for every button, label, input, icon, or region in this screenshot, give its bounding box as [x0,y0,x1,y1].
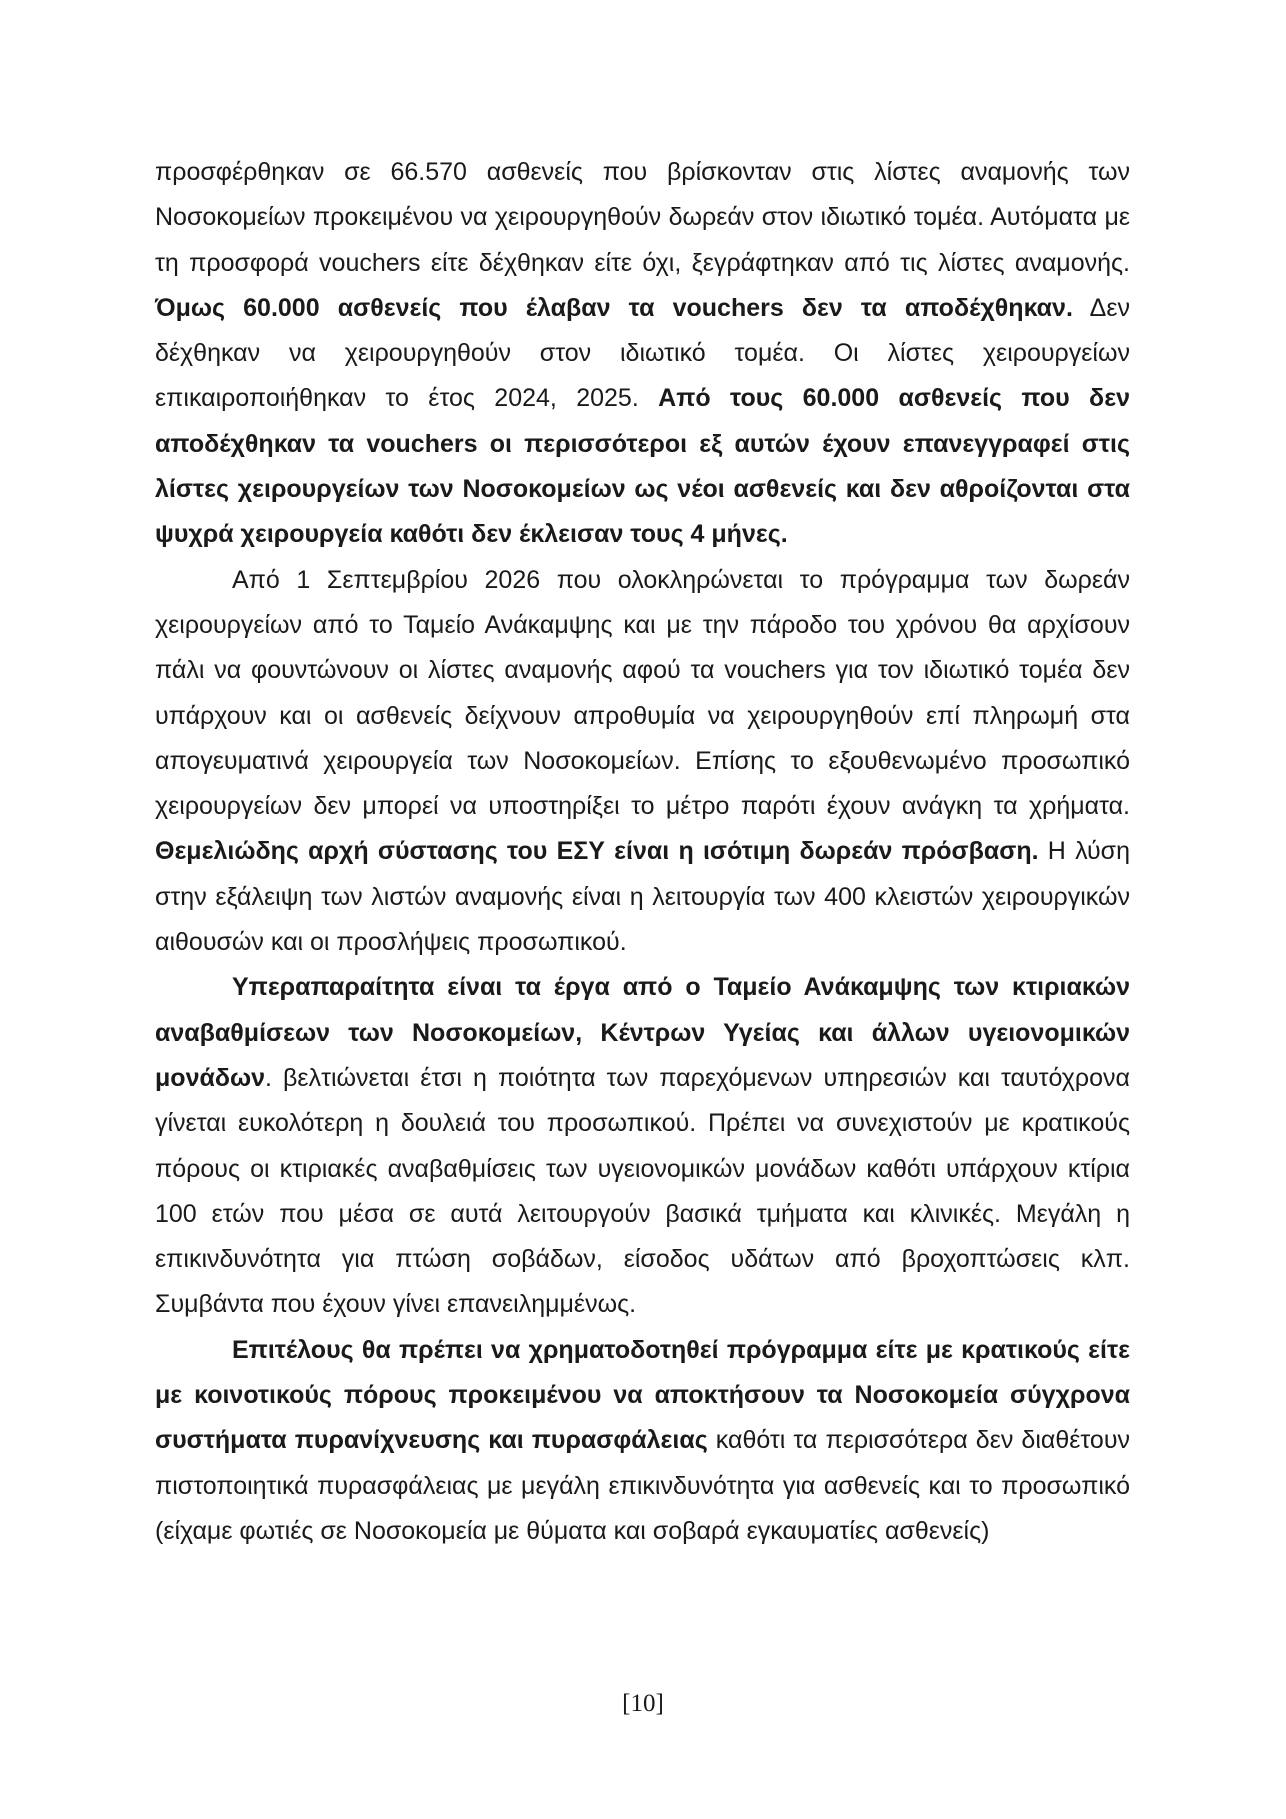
body-text [155,150,1130,1554]
text-run: . βελτιώνεται έτσι η ποιότητα των παρεχόμενων υπηρεσιών και ταυτόχρονα γίνεται ευκολότερη η δουλειά του προσωπικού. Πρέπει να συνεχιστούν με κρατικούς πόρους οι κτιριακές αναβαθμίσεις των υγειονομικών μονάδων καθότι υπάρχουν κτίρια 100 ετών που μέσα σε αυτά λειτουργούν βασικά τμήματα και κλινικές. Μεγάλη η επικινδυνότητα για πτώση σοβάδων, είσοδος υδάτων από βροχοπτώσεις κλπ. Συμβάντα που έχουν γίνει επανειλημμένως. [155,1063,1130,1319]
text-run: καθότι τα περισσότερα δεν διαθέτουν πιστοποιητικά πυρασφάλειας με μεγάλη επικινδυνότητα για ασθενείς και το προσωπικό (είχαμε φωτιές σε Νοσοκομεία με θύματα και σοβαρά εγκαυματίες ασθενείς) [155,1426,1130,1545]
text-run: προσφέρθηκαν σε 66.570 ασθενείς που βρίσκονταν στις λίστες αναμονής των Νοσοκομείων προκειμένου να χειρουργηθούν δωρεάν στον ιδιωτικό τομέα. Αυτόματα με τη προσφορά vouchers είτε δέχθηκαν είτε όχι, ξεγράφτηκαν από τις λίστες αναμονής. [155,158,1130,277]
page-number: [10] [622,1690,664,1717]
paragraph-3 [155,965,1130,1327]
bold-text-run: Από τους 60.000 ασθενείς που δεν αποδέχθηκαν τα vouchers οι περισσότεροι εξ αυτών έχουν επανεγγραφεί στις λίστες χειρουργείων των Νοσοκομείων ως νέοι ασθενείς και δεν αθροίζονται στα ψυχρά χειρουργεία καθότι δεν έκλεισαν τους 4 μήνες. [155,384,1130,549]
text-run: Η λύση στην εξάλειψη των λιστών αναμονής είναι η λειτουργία των 400 κλειστών χειρουργικών αιθουσών και οι προσλήψεις προσωπικού. [155,837,1130,957]
bold-text-run: Υπεραπαραίτητα είναι τα έργα από ο Ταμείο Ανάκαμψης των κτιριακών αναβαθμίσεων των Νοσοκομείων, Κέντρων Υγείας και άλλων υγειονομικών μονάδων [155,973,1130,1092]
bold-text-run: Όμως 60.000 ασθενείς που έλαβαν τα vouchers δεν τα αποδέχθηκαν. [155,293,1073,322]
bold-text-run: Επιτέλους θα πρέπει να χρηματοδοτηθεί πρόγραμμα είτε με κρατικούς είτε με κοινοτικούς πόρους προκειμένου να αποκτήσουν τα Νοσοκομεία σύγχρονα συστήματα πυρανίχνευσης και πυρασφάλειας [155,1335,1130,1455]
text-run: Δεν δέχθηκαν να χειρουργηθούν στον ιδιωτικό τομέα. Οι λίστες χειρουργείων επικαιροποιήθηκαν το έτος 2024, 2025. [155,293,1130,413]
text-run: Από 1 Σεπτεμβρίου 2026 που ολοκληρώνεται το πρόγραμμα των δωρεάν χειρουργείων από το Ταμείο Ανάκαμψης και με την πάροδο του χρόνου θα αρχίσουν πάλι να φουντώνουν οι λίστες αναμονής αφού τα vouchers για τον ιδιωτικό τομέα δεν υπάρχουν και οι ασθενείς δείχνουν απροθυμία να χειρουργηθούν επί πληρωμή στα απογευματινά χειρουργεία των Νοσοκομείων. Επίσης το εξουθενωμένο προσωπικό χειρουργείων δεν μπορεί να υποστηρίξει το μέτρο παρότι έχουν ανάγκη τα χρήματα. [155,565,1130,821]
bold-text-run: Θεμελιώδης αρχή σύστασης του ΕΣΥ είναι η ισότιμη δωρεάν πρόσβαση. [155,837,1039,866]
paragraph-4 [155,1328,1130,1554]
paragraph-1 [155,150,1130,558]
paragraph-2 [155,558,1130,966]
